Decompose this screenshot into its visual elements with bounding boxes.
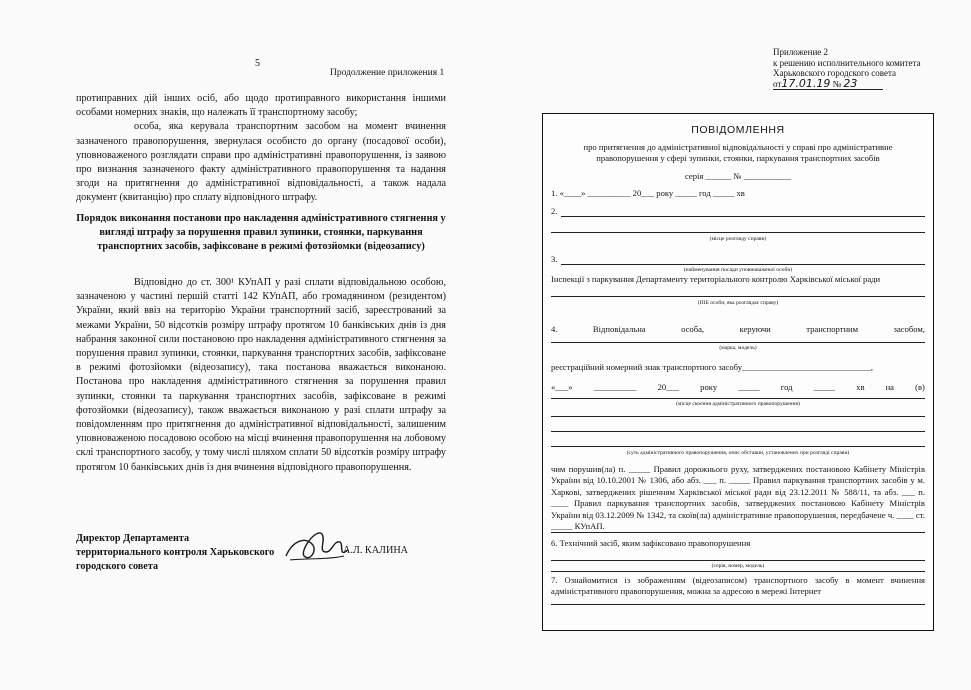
caption-device: (серія, номер, модель)	[711, 563, 765, 569]
form-line	[551, 416, 925, 417]
inspection-text: Інспекції з паркування Департаменту територіального контролю Харківської міської ради	[551, 274, 881, 284]
form-line	[561, 216, 925, 217]
word: год	[780, 382, 793, 392]
appendix-line: Приложение 2	[773, 47, 829, 57]
word: _____	[738, 382, 760, 392]
reg-sign-row: реєстраційний номерний знак транспортного засобу______________________________,	[551, 362, 874, 372]
violation-paragraph: чим порушив(ла) п. _____ Правил дорожнього руху, затверджених постановою Кабінету Міністрів України від 10.10.2001 № 1306, або абз. ___ п. _____ Правил паркування транспортних засобів у м. Харкові, затверджених рішенням Харківської міської ради від 23.12.2011 № 588/11, та абз. ___ п. ____ Правил паркування транспортних засобів, затверджених постановою Кабінету Міністрів України від 03.12.2009 № 1342, та скоїв(ла) адміністративне правопорушення, передбачене ч. ____ ст. _____ КУпАП.	[551, 464, 925, 532]
number-prefix: №	[832, 78, 842, 89]
caption-brand: (марка, модель)	[719, 345, 757, 351]
form-row-2: 2.	[551, 206, 558, 216]
word: (в)	[915, 382, 925, 392]
date-row	[551, 382, 925, 393]
word: засобом,	[893, 324, 925, 334]
word: _____	[813, 382, 836, 392]
form-line	[551, 232, 925, 233]
form-series: серія ______ № ___________	[684, 171, 792, 181]
word: транспортним	[806, 324, 859, 334]
word: 4.	[551, 324, 558, 334]
form-line	[551, 532, 925, 533]
form-line	[551, 560, 925, 561]
appendix-block	[773, 47, 921, 90]
form-row-4	[551, 324, 925, 335]
paragraph-main	[76, 276, 446, 475]
form-line	[561, 264, 925, 265]
para-2-text: особа, яка керувала транспортним засобом на момент вчинення зазначеного правопорушення, звернулася особисто до органу (посадової особи), уповноваженого розглядати справи про адміністративні правопорушення, із заявою про визнання зазначеного факту адміністративного правопорушення та надання згоди на притягнення до адміністративної відповідальності, а також надала документ (квитанцію) про сплату відповідного штрафу.	[76, 121, 446, 204]
signature-mark	[282, 522, 352, 571]
word: «___»	[551, 382, 573, 392]
word: року	[700, 382, 718, 392]
appendix-line: к решению исполнительного комитета	[773, 57, 921, 68]
section-heading: Порядок виконання постанови про накладення адміністративного стягнення у вигляді штрафу за порушення правил зупинки, стоянки, паркування транспортних засобів, зафіксоване в режимі фотозйомки (відеозапису)	[76, 213, 446, 252]
notice-form	[542, 113, 934, 631]
date-prefix: от	[773, 78, 782, 89]
form-line	[551, 571, 925, 572]
form-title: ПОВІДОМЛЕННЯ	[691, 124, 785, 136]
form-row-3: 3.	[551, 254, 558, 264]
form-line	[551, 398, 925, 399]
continuation-note: Продолжение приложения 1	[330, 68, 445, 78]
para-top-text: протиправних дій інших осіб, або щодо протиправного використання іншими особами номерних знаків, що належать її транспортному засобу;	[76, 93, 446, 119]
form-line	[551, 431, 925, 432]
form-row-1: 1. «____» __________ 20___ року _____ год _____ хв	[551, 188, 745, 198]
word: __________	[593, 382, 637, 392]
date-handwritten: 17.01.19	[781, 76, 831, 90]
page-number: 5	[255, 58, 260, 69]
caption-place: (місце розгляду справи)	[709, 236, 767, 242]
caption-scene: (місце скоєння адміністративного правопорушення)	[676, 401, 800, 407]
para-3-text: Відповідно до ст. 300¹ КУпАП у разі сплати відповідальною особою, зазначеною у частині першій статті 142 КУпАП, або громадянином (резидентом) України, який ввіз на територію України транспортний засіб, зареєстрований за межами України, 50 відсотків розміру штрафу протягом 10 банківських днів із дня набрання законної сили постановою про накладення адміністративного стягнення за порушення правил зупинки, стоянки, паркування транспортних засобів, зафіксоване в режимі фотозйомки (відеозапису), така постанова вважається виконаною. Постанова про накладення адміністративного стягнення за порушення правил зупинки, стоянки та паркування транспортних засобів, зафіксоване в режимі фотозйомки (відеозапису), також вважається виконаною у разі сплати штрафу за повідомленням про притягнення до адміністративної відповідальності, залишеним уповноваженою посадовою особою на місці вчинення правопорушення на лобовому склі транспортного засобу, у тому числі шляхом сплати 50 відсотків розміру штрафу протягом 10 банківських днів із дня вчинення відповідного правопорушення.	[76, 277, 446, 473]
appendix-date-line	[773, 76, 883, 91]
form-line	[551, 342, 925, 343]
appendix-line: Харьковского городского совета	[773, 68, 896, 78]
word: хв	[856, 382, 865, 392]
paragraph-top	[76, 92, 446, 206]
word: керуючи	[739, 324, 771, 334]
word: особа,	[681, 324, 705, 334]
word: на	[885, 382, 894, 392]
form-line	[551, 604, 925, 605]
signature-name: А.Л. КАЛИНА	[343, 545, 409, 556]
caption-essence: (суть адміністративного правопорушення, опис обставин, установлених при розгляді справи)	[626, 450, 850, 456]
word: Відповідальна	[592, 324, 646, 334]
signature-title: Директор Департамента территориального контроля Харьковского городского совета	[76, 533, 275, 572]
form-row-7: 7. Ознайомитися із зображенням (відеозаписом) транспортного засобу в момент вчинення адміністративного правопорушення, можна за адресою в мережі Інтернет	[551, 575, 925, 596]
form-line	[551, 296, 925, 297]
form-subtitle: про притягнення до адміністративної відповідальності у справі про адміністративне правопорушення у сфері зупинки, стоянки, паркування транспортних засобів	[583, 142, 893, 163]
number-handwritten: 23	[843, 76, 858, 90]
word: 20___	[657, 382, 680, 392]
form-row-6: 6. Технічний засіб, яким зафіксовано правопорушення	[551, 538, 751, 548]
caption-name: (ПІБ особи, яка розглядає справу)	[697, 300, 779, 306]
form-line	[551, 446, 925, 447]
caption-post: (найменування посади уповноваженої особи)	[683, 267, 793, 273]
